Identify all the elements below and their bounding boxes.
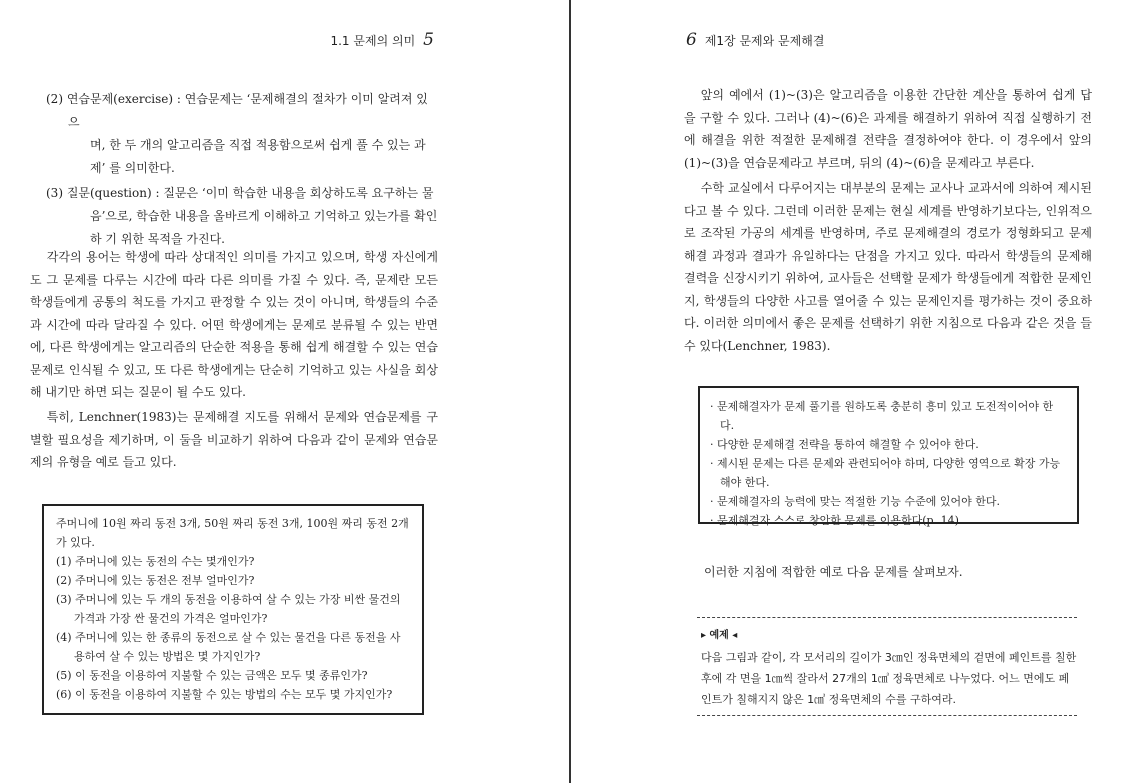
guideline-item: · 문제해결자가 문제 풀기를 원하도록 충분히 흥미 있고 도전적이어야 한다. [710, 400, 1054, 432]
box-question: (6) 이 동전을 이용하여 지불할 수 있는 방법의 수는 모두 몇 가지인가? [56, 688, 393, 701]
definition-continuation: 며, 한 두 개의 알고리즘을 직접 적용함으로써 쉽게 풀 수 있는 과제’ 를 의미한다. [90, 138, 426, 175]
example-intro: 이러한 지침에 적합한 예로 다음 문제를 살펴보자. [704, 565, 963, 579]
definition-first-line: (3) 질문(question) : 질문은 ‘이미 학습한 내용을 회상하도록 요구하는 물 [46, 186, 434, 200]
right-page [571, 0, 1141, 783]
body-paragraph: 각각의 용어는 학생에 따라 상대적인 의미를 가지고 있으며, 학생 자신에게도 그 문제를 다루는 시간에 따라 다른 의미를 가질 수 있다. 즉, 문제란 모든 학생들에게 공통의 척도를 가지고 판정할 수 있는 것이 아니며, 학생들의 수준과 시간에 따라 달라질 수 있다. 어떤 학생에게는 문제로 분류될 수 있는 반면에, 다른 학생에게는 알고리즘의 단순한 적용을 통해 쉽게 해결할 수 있는 연습문제로 인식될 수 있고, 또 다른 학생에게는 단순히 기억하고 있는 사실을 회상해 내기만 하면 되는 질문이 될 수도 있다. [30, 250, 438, 399]
definition-exercise [46, 88, 438, 180]
body-paragraph: 앞의 예에서 (1)~(3)은 알고리즘을 이용한 간단한 계산을 통하여 쉽게 답을 구할 수 있다. 그러나 (4)~(6)은 과제를 해결하기 위하여 직접 실행하기 전에 해결을 위한 적절한 문제해결 전략을 결정하여야 한다. 이 경우에서 앞의 (1)~(3)을 연습문제라고 부르며, 뒤의 (4)~(6)을 문제라고 부른다. [684, 88, 1092, 170]
definition-continuation: 음’으로, 학습한 내용을 올바르게 이해하고 기억하고 있는가를 확인하 기 위한 목적을 가진다. [90, 209, 438, 246]
body-paragraph: 수학 교실에서 다루어지는 대부분의 문제는 교사나 교과서에 의하여 제시된다고 볼 수 있다. 그런데 이러한 문제는 현실 세계를 반영하기보다는, 인위적으로 조작된 가공의 세계를 반영하며, 주로 문제해결의 경로가 정형화되고 문제해결 과정과 결과가 유일하다는 단점을 가지고 있다. 따라서 학생들의 문제해결력을 신장시키기 위하여, 교사들은 선택할 문제가 학생들에게 적합한 문제인지, 학생들의 다양한 사고를 열어줄 수 있는 문제인지를 평가하는 것이 중요하다. 이러한 의미에서 좋은 문제를 선택하기 위한 지침으로 다음과 같은 것을 들 수 있다(Lenchner, 1983). [684, 181, 1092, 353]
guideline-item: · 문제해결자 스스로 창안한 문제를 이용한다(p. 14). [710, 514, 963, 527]
coin-problem-box [42, 504, 424, 715]
section-title: 1.1 문제의 의미 [330, 34, 416, 48]
guideline-item: · 다양한 문제해결 전략을 통하여 해결할 수 있어야 한다. [710, 438, 979, 451]
box-question: (3) 주머니에 있는 두 개의 동전을 이용하여 살 수 있는 가장 비싼 물건의 가격과 가장 싼 물건의 가격은 얼마인가? [56, 593, 401, 625]
body-paragraph: 특히, Lenchner(1983)는 문제해결 지도를 위해서 문제와 연습문제를 구별할 필요성을 제기하며, 이 둘을 비교하기 위하여 다음과 같이 문제와 연습문제의 유형을 예로 들고 있다. [30, 410, 438, 469]
guidelines-box [698, 386, 1079, 527]
page-number: 6 [686, 30, 697, 50]
page-number: 5 [423, 30, 434, 50]
left-page [0, 0, 570, 783]
running-header-left [330, 30, 434, 50]
example-box [697, 617, 1077, 716]
example-body: 다음 그림과 같이, 각 모서리의 길이가 3㎝인 정육면체의 겉면에 페인트를 칠한 후에 각 면을 1㎝씩 잘라서 27개의 1㎤ 정육면체로 나누었다. 어느 면에도 페인트가 칠해지지 않은 1㎤ 정육면체의 수를 구하여라. [701, 651, 1077, 706]
running-header-right [686, 30, 824, 50]
definition-question [46, 182, 438, 251]
chapter-title: 제1장 문제와 문제해결 [704, 34, 825, 48]
box-question: (5) 이 동전을 이용하여 지불할 수 있는 금액은 모두 몇 종류인가? [56, 669, 368, 682]
guideline-item: · 제시된 문제는 다른 문제와 관련되어야 하며, 다양한 영역으로 확장 가능해야 한다. [710, 457, 1061, 489]
box-question: (1) 주머니에 있는 동전의 수는 몇개인가? [56, 555, 255, 568]
definition-list [46, 88, 438, 253]
box-intro: 주머니에 10원 짜리 동전 3개, 50원 짜리 동전 3개, 100원 짜리 동전 2개가 있다. [56, 517, 409, 549]
example-title: ▸ 예제 ◂ [701, 630, 738, 641]
box-question: (4) 주머니에 있는 한 종류의 동전으로 살 수 있는 물건을 다른 동전을 사용하여 살 수 있는 방법은 몇 가지인가? [56, 631, 401, 663]
definition-first-line: (2) 연습문제(exercise) : 연습문제는 ‘문제해결의 절차가 이미 알려져 있으 [46, 92, 428, 129]
guideline-item: · 문제해결자의 능력에 맞는 적절한 기능 수준에 있어야 한다. [710, 495, 1000, 508]
box-question: (2) 주머니에 있는 동전은 전부 얼마인가? [56, 574, 255, 587]
